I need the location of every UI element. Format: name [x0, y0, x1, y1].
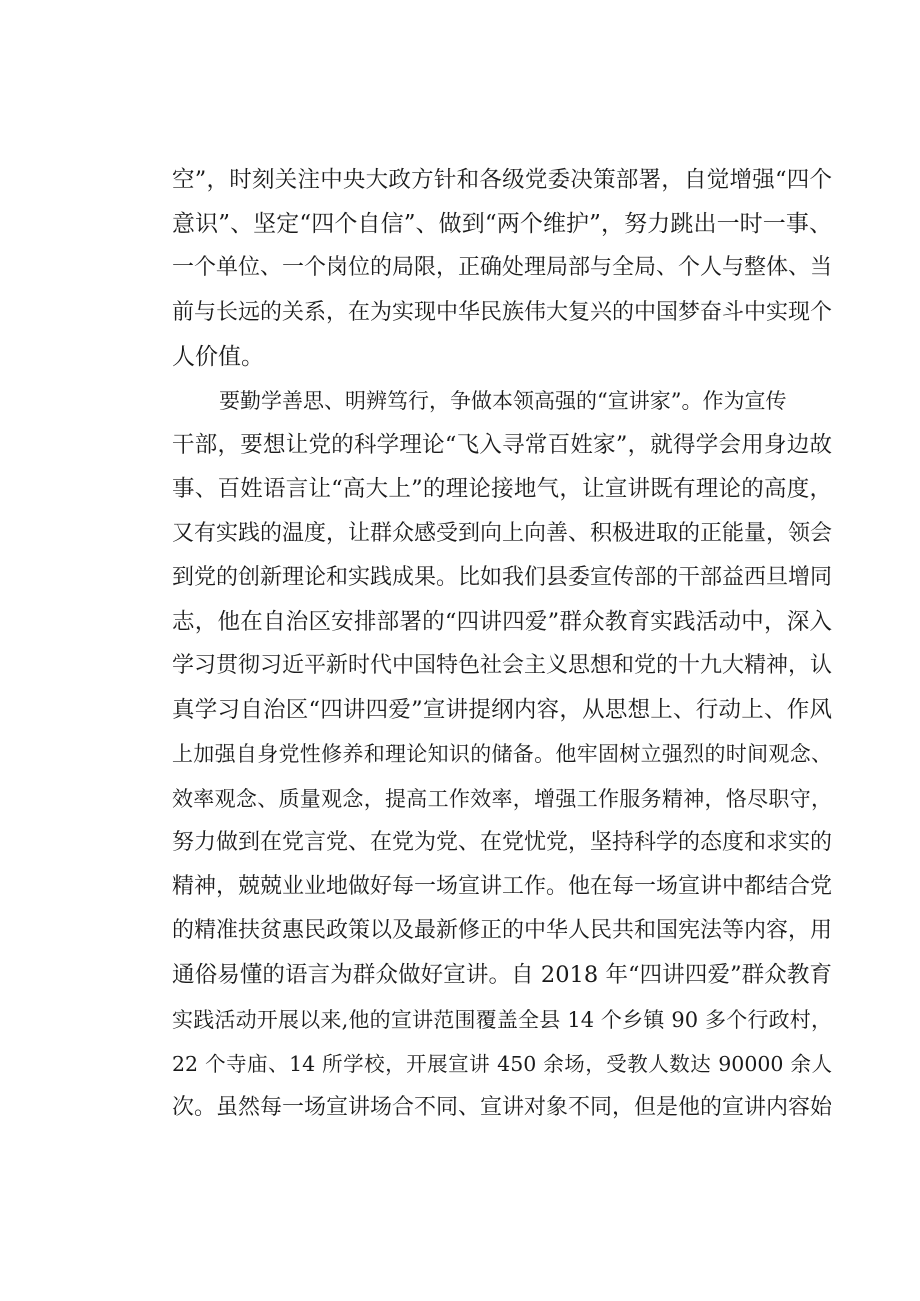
text-line: 效率观念、质量观念，提高工作效率，增强工作服务精神，恪尽职守， [172, 786, 832, 811]
text-line: 前与长远的关系，在为实现中华民族伟大复兴的中国梦奋斗中实现个 [172, 299, 833, 325]
text-line: 空”，时刻关注中央大政方针和各级党委决策部署，自觉增强“四个 [172, 167, 832, 193]
paragraph-first-line: 要勤学善思、明辨笃行，争做本领高强的“宣讲家”。作为宣传 [219, 388, 787, 413]
text-line: 的精准扶贫惠民政策以及最新修正的中华人民共和国宪法等内容，用 [172, 918, 833, 944]
text-line: 上加强自身党性修养和理论知识的储备。他牢固树立强烈的时间观念、 [172, 742, 832, 767]
text-line: 一个单位、一个岗位的局限，正确处理局部与全局、个人与整体、当 [172, 255, 833, 281]
text-line: 志，他在自治区安排部署的“四讲四爱”群众教育实践活动中，深入 [172, 608, 832, 635]
text-line: 意识”、坚定“四个自信”、做到“两个维护”，努力跳出一时一事、 [172, 211, 832, 238]
text-line: 又有实践的温度，让群众感受到向上向善、积极进取的正能量，领会 [172, 520, 833, 546]
text-line: 次。虽然每一场宣讲场合不同、宣讲对象不同，但是他的宣讲内容始 [172, 1094, 833, 1120]
text-line: 通俗易懂的语言为群众做好宣讲。自 2018 年“四讲四爱”群众教育 [172, 962, 832, 989]
text-line: 干部，要想让党的科学理论“飞入寻常百姓家”，就得学会用身边故 [172, 432, 832, 459]
text-line: 精神，兢兢业业地做好每一场宣讲工作。他在每一场宣讲中都结合党 [172, 874, 833, 899]
text-line: 22 个寺庙、14 所学校，开展宣讲 450 余场，受教人数达 90000 余人 [172, 1051, 832, 1076]
text-line: 学习贯彻习近平新时代中国特色社会主义思想和党的十九大精神，认 [172, 653, 833, 679]
text-line: 努力做到在党言党、在党为党、在党忧党，坚持科学的态度和求实的 [172, 829, 833, 855]
text-line: 实践活动开展以来,他的宣讲范围覆盖全县 14 个乡镇 90 多个行政村， [172, 1007, 832, 1032]
text-line: 真学习自治区“四讲四爱”宣讲提纲内容，从思想上、行动上、作风 [172, 697, 832, 724]
text-line: 人价值。 [172, 343, 264, 370]
body-text [172, 158, 832, 1130]
text-line: 到党的创新理论和实践成果。比如我们县委宣传部的干部益西旦增同 [172, 564, 833, 590]
text-line: 事、百姓语言让“高大上”的理论接地气，让宣讲既有理论的高度， [172, 476, 832, 503]
